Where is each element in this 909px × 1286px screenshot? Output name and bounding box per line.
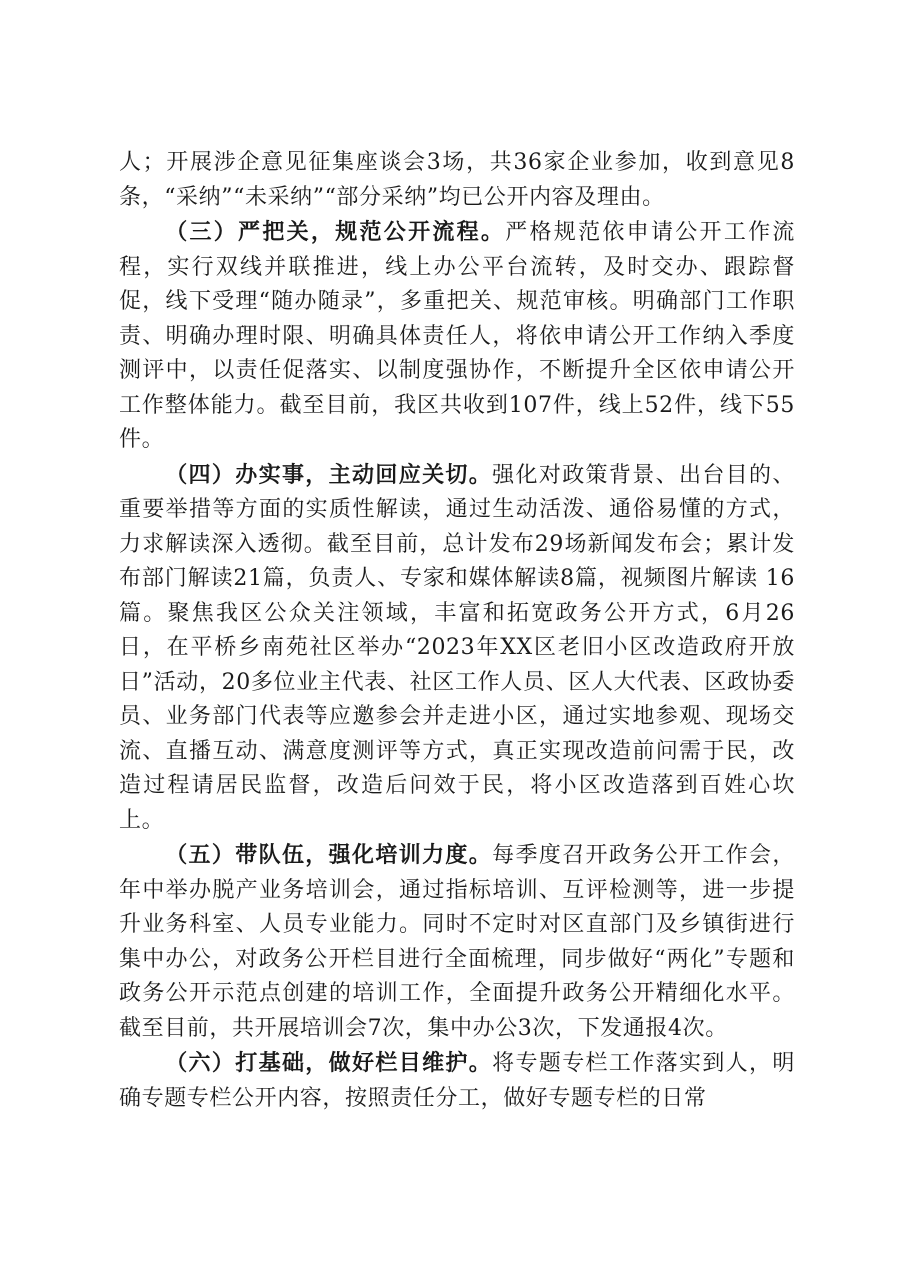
section-five-heading: （五）带队伍，强化培训力度。 — [165, 842, 493, 868]
paragraph-continuation — [119, 146, 795, 215]
section-five-text: 每季度召开政务公开工作会，年中举办脱产业务培训会，通过指标培训、互评检测等，进一步提升业务科室、人员专业能力。同时不定时对区直部门及乡镇街进行集中办公，对政务公开栏目进行全面梳理，同步做好“两化”专题和政务公开示范点创建的培训工作，全面提升政务公开精细化水平。截至目前，共开展培训会7次，集中办公3次，下发通报4次。 — [119, 843, 795, 1041]
paragraph-text: 人；开展涉企意见征集座谈会3场，共36家企业参加，收到意见8条，“采纳”“未采纳”“部分采纳”均已公开内容及理由。 — [119, 150, 795, 210]
document-body — [119, 146, 795, 1116]
section-four-heading: （四）办实事，主动回应关切。 — [165, 461, 493, 488]
section-four-paragraph — [119, 458, 795, 839]
section-three-text: 严格规范依申请公开工作流程，实行双线并联推进，线上办公平台流转，及时交办、跟踪督促，线下受理“随办随录”，多重把关、规范审核。明确部门工作职责、明确办理时限、明确具体责任人，将依申请公开工作纳入季度测评中，以责任促落实、以制度强协作，不断提升全区依申请公开工作整体能力。截至目前，我区共收到107件，线上52件，线下55件。 — [119, 220, 796, 452]
section-five-paragraph — [119, 838, 795, 1046]
section-six-paragraph — [119, 1046, 795, 1116]
section-four-text: 强化对政策背景、出台目的、重要举措等方面的实质性解读，通过生动活泼、通俗易懂的方式，力求解读深入透彻。截至目前，总计发布29场新闻发布会；累计发布部门解读21篇，负责人、专家和媒体解读8篇，视频图片解读 16篇。聚焦我区公众关注领域，丰富和拓宽政务公开方式，6月26日，在平桥乡南苑社区举办“2023年XX区老旧小区改造政府开放日”活动，20多位业主代表、社区工作人员、区人大代表、区政协委员、业务部门代表等应邀参会并走进小区，通过实地参观、现场交流、直播互动、满意度测评等方式，真正实现改造前问需于民，改造过程请居民监督，改造后问效于民，将小区改造落到百姓心坎上。 — [119, 462, 795, 833]
section-three-heading: （三）严把关，规范公开流程。 — [165, 219, 506, 245]
section-six-heading: （六）打基础，做好栏目维护。 — [165, 1050, 493, 1076]
section-six-text: 将专题专栏工作落实到人，明确专题专栏公开内容，按照责任分工，做好专题专栏的日常 — [119, 1051, 795, 1111]
section-three-paragraph — [119, 215, 795, 458]
